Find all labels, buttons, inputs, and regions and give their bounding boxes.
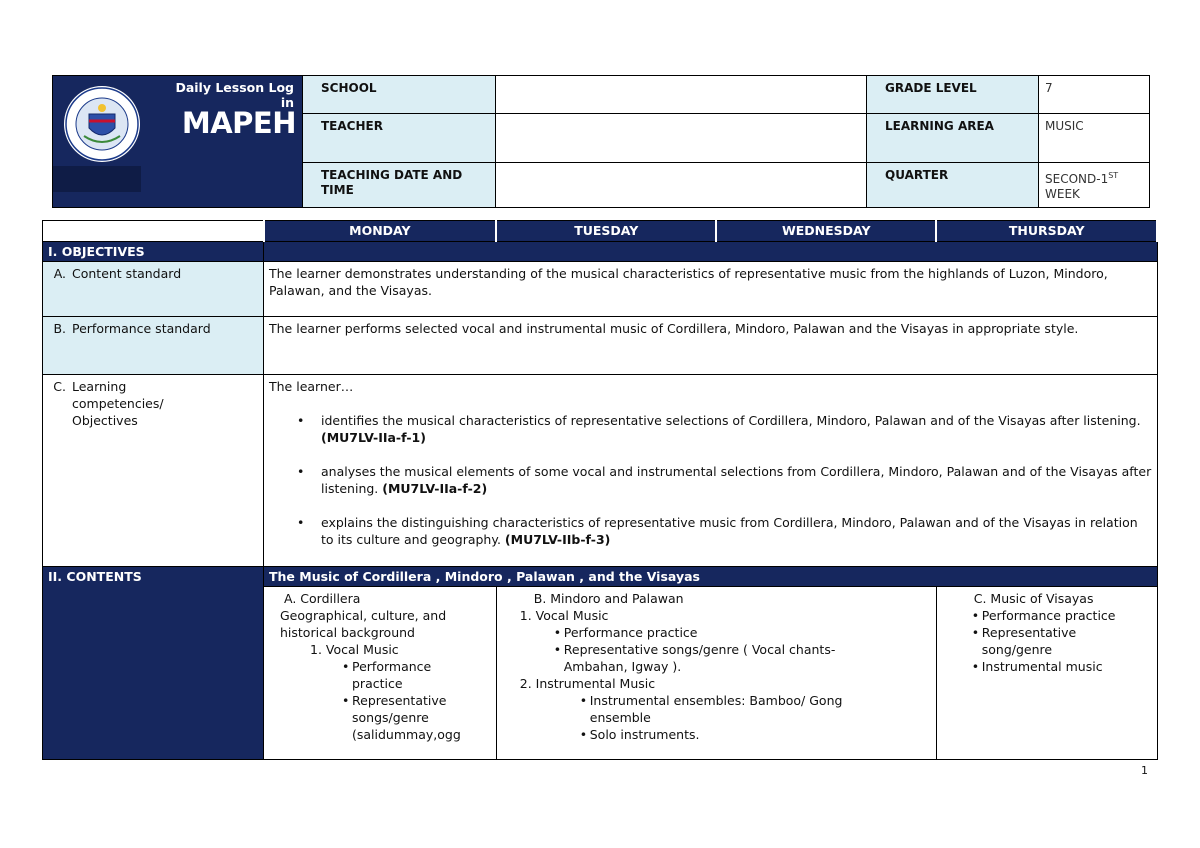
mindoro-representative-songs: • Representative songs/genre ( Vocal chants- Ambahan, Igway ). [554,641,871,675]
content-standard-index: A. [53,266,66,281]
contents-col-visayas [936,587,1157,760]
mindoro-vocal-bullets [502,624,931,675]
brand-subtitle: Daily Lesson Log in [175,80,294,110]
competency-item: • explains the distinguishing characteristics of representative music from Cordillera, Mindoro, Palawan and of the Visayas in relation to its culture and geography. (MU7LV-IIb-f-3) [269,514,1152,548]
contents-title: The Music of Cordillera , Mindoro , Palawan , and the Visayas [264,567,1158,587]
mindoro-performance-practice: • Performance practice [554,624,871,641]
learning-area-value[interactable]: MUSIC [1039,114,1150,163]
competency-item: • identifies the musical characteristics of representative selections of Cordillera, Mindoro, Palawan and of the Visayas after listening. (MU7LV-IIa-f-1) [269,412,1152,446]
mindoro-solo-instruments: • Solo instruments. [580,726,891,743]
quarter-value[interactable]: SECOND-1ST WEEK [1039,163,1150,208]
teaching-date-label: TEACHING DATE AND TIME [303,163,496,208]
cordillera-subtitle: Geographical, culture, and historical background [280,608,447,640]
page-number: 1 [1141,764,1148,777]
teacher-value[interactable] [496,114,867,163]
visayas-performance-practice: • Performance practice [972,607,1132,624]
cordillera-vocal-music: 1. Vocal Music [310,642,399,657]
school-value[interactable] [496,76,867,114]
brand-cell [53,76,303,208]
deped-seal-icon [62,84,142,164]
school-label: SCHOOL [303,76,496,114]
objectives-heading-bar [264,242,1158,262]
grade-level-value[interactable]: 7 [1039,76,1150,114]
teaching-date-value[interactable] [496,163,867,208]
content-standard-label-cell [43,262,264,317]
cordillera-bullets [270,658,491,743]
day-header-monday: MONDAY [264,221,497,242]
visayas-instrumental-music: • Instrumental music [972,658,1132,675]
header-table [52,75,1150,208]
cordillera-performance-practice: • Performance practice [342,658,461,692]
competency-code: (MU7LV-IIa-f-2) [382,481,488,496]
mindoro-instrumental-music: 2. Instrumental Music [519,676,656,691]
content-standard-label: Content standard [72,266,182,281]
competency-code: (MU7LV-IIa-f-1) [321,430,426,445]
competencies-cell [264,375,1158,567]
cordillera-title: A. Cordillera [284,591,361,606]
competencies-label: Learning competencies/ Objectives [72,379,164,428]
objectives-heading: I. OBJECTIVES [43,242,264,262]
performance-standard-index: B. [53,321,66,336]
performance-standard-label: Performance standard [72,321,211,336]
visayas-bullets [942,607,1152,675]
cordillera-representative-songs: • Representative songs/genre (salidummay,ogg [342,692,461,743]
brand-title: MAPEH [181,106,296,140]
day-header-tuesday: TUESDAY [496,221,716,242]
lesson-table [42,220,1158,760]
grade-level-label: GRADE LEVEL [867,76,1039,114]
day-header-thursday: THURSDAY [936,221,1157,242]
competencies-intro: The learner… [269,379,354,394]
visayas-representative-songs: • Representative song/genre [972,624,1132,658]
seal-band [53,166,141,192]
mindoro-instrumental-bullets [502,692,931,743]
competencies-list [269,412,1152,548]
corner-cell [43,221,264,242]
quarter-label: QUARTER [867,163,1039,208]
mindoro-title: B. Mindoro and Palawan [533,591,684,606]
competencies-index: C. [53,379,66,394]
contents-col-cordillera [264,587,497,760]
performance-standard-text: The learner performs selected vocal and instrumental music of Cordillera, Mindoro, Palawan and the Visayas in appropriate style. [264,317,1158,375]
contents-heading: II. CONTENTS [43,567,264,760]
competencies-label-cell [43,375,264,567]
performance-standard-label-cell [43,317,264,375]
content-standard-text: The learner demonstrates understanding of the musical characteristics of representative music from the highlands of Luzon, Mindoro, Palawan, and the Visayas. [264,262,1158,317]
competency-code: (MU7LV-IIb-f-3) [504,532,611,547]
teacher-label: TEACHER [303,114,496,163]
mindoro-vocal-music: 1. Vocal Music [519,608,609,623]
visayas-title: C. Music of Visayas [973,591,1094,606]
contents-col-mindoro-palawan [496,587,936,760]
day-header-wednesday: WEDNESDAY [716,221,936,242]
learning-area-label: LEARNING AREA [867,114,1039,163]
mindoro-instrumental-ensembles: • Instrumental ensembles: Bamboo/ Gong ensemble [580,692,891,726]
competency-item: • analyses the musical elements of some vocal and instrumental selections from Cordillera, Mindoro, Palawan and of the Visayas after listening. (MU7LV-IIa-f-2) [269,463,1152,497]
